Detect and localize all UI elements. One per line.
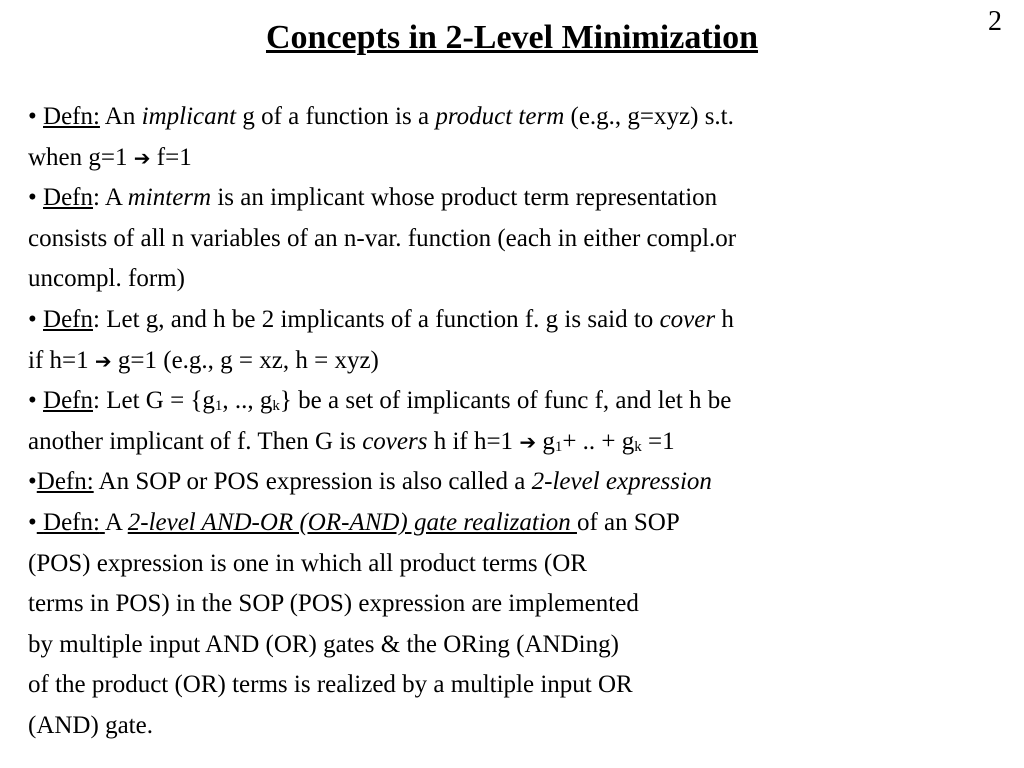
defn-label: Defn: bbox=[43, 508, 100, 536]
term-cover: cover bbox=[659, 305, 716, 333]
slide-body bbox=[28, 97, 1003, 747]
page-number: 2 bbox=[988, 6, 1002, 37]
defn-label: Defn: bbox=[43, 103, 100, 130]
term-implicant: implicant bbox=[141, 103, 237, 130]
term-gate-realization: 2-level AND-OR (OR-AND) gate realization bbox=[127, 508, 577, 536]
definition-2-level-expression: •Defn: An SOP or POS expression is also called a 2-level expression bbox=[28, 468, 712, 496]
term-minterm: minterm bbox=[127, 184, 212, 212]
implies-arrow-icon: ➔ bbox=[94, 348, 112, 373]
definition-cover-line-2: if h=1 ➔ g=1 (e.g., g = xz, h = xyz) bbox=[28, 346, 379, 374]
bullet: • bbox=[28, 184, 37, 212]
definition-gate-realization-line-5: of the product (OR) terms is realized by a multiple input OR bbox=[28, 671, 633, 699]
bullet: • bbox=[28, 387, 37, 415]
bullet: • bbox=[28, 508, 37, 536]
definition-minterm-line-3: uncompl. form) bbox=[28, 265, 185, 293]
definition-implicant-line-2: when g=1 ➔ f=1 bbox=[28, 143, 192, 171]
definition-gate-realization-line-6: (AND) gate. bbox=[28, 711, 153, 739]
defn-label: Defn bbox=[43, 184, 93, 212]
bullet: • bbox=[28, 103, 37, 130]
term-product-term: product term bbox=[435, 103, 565, 130]
definition-minterm-line-2: consists of all n variables of an n-var. function (each in either compl.or bbox=[28, 224, 737, 252]
definition-gate-realization-line-2: (POS) expression is one in which all product terms (OR bbox=[28, 549, 587, 577]
defn-label: Defn bbox=[43, 305, 93, 333]
implies-arrow-icon: ➔ bbox=[519, 429, 537, 454]
definition-gate-realization-line-4: by multiple input AND (OR) gates & the ORing (ANDing) bbox=[28, 630, 619, 658]
term-covers: covers bbox=[362, 427, 428, 455]
slide-title: Concepts in 2-Level Minimization bbox=[265, 19, 759, 56]
definition-cover-line-1: • Defn: Let g, and h be 2 implicants of a function f. g is said to cover h bbox=[28, 305, 734, 333]
bullet: • bbox=[28, 468, 37, 496]
bullet: • bbox=[28, 305, 37, 333]
definition-minterm-line-1: • Defn: A minterm is an implicant whose product term representation bbox=[28, 184, 718, 212]
term-2-level-expression: 2-level expression bbox=[531, 468, 712, 496]
definition-covers-line-2: another implicant of f. Then G is covers h if h=1 ➔ $g_1+$ .. + $g_k =1$ bbox=[28, 427, 675, 455]
definition-gate-realization-line-3: terms in POS) in the SOP (POS) expression are implemented bbox=[28, 590, 639, 618]
defn-label: Defn bbox=[43, 387, 93, 415]
implies-arrow-icon: ➔ bbox=[133, 145, 151, 170]
definition-gate-realization-line-1: • Defn: A 2-level AND-OR (OR-AND) gate realization of an SOP bbox=[28, 508, 680, 536]
defn-label: Defn: bbox=[36, 468, 94, 496]
definition-implicant-line-1: • Defn: An implicant g of a function is a product term (e.g., g=xyz) s.t. bbox=[28, 103, 734, 130]
definition-covers-line-1: • Defn: Let $G = \{g_1$, .., $g_k$} be a set of implicants of func f, and let h be bbox=[28, 387, 732, 415]
